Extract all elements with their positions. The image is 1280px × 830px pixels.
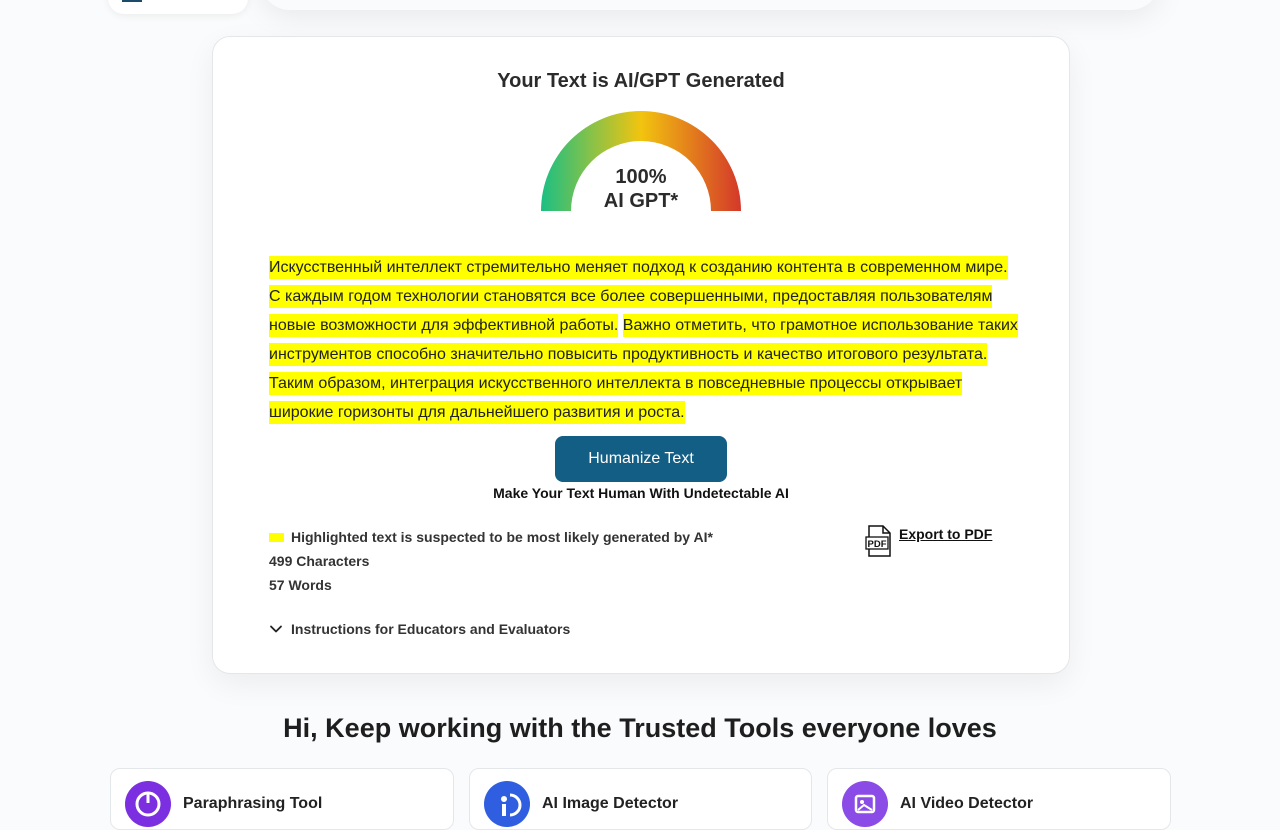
gauge-value: 100%	[615, 166, 667, 188]
gauge-label: AI GPT*	[603, 190, 679, 212]
highlighted-sentence: С каждым годом технологии становятся все более совершенными, предоставляя пользователям новые возможности для эффективной работы.	[269, 285, 992, 337]
highlighted-sentence: Искусственный интеллект стремительно меняет подход к созданию контента в современном мире.	[269, 256, 1008, 279]
highlighted-sentence: Важно отметить, что грамотное использование таких инструментов способно значительно повысить продуктивность и качество итогового результата.	[269, 314, 1018, 366]
paraphrase-icon	[125, 781, 171, 827]
highlight-swatch	[269, 533, 284, 542]
export-pdf-link[interactable]	[865, 525, 992, 557]
tool-card-label: AI Image Detector	[542, 795, 679, 812]
result-card	[212, 36, 1070, 674]
instructions-label: Instructions for Educators and Evaluators	[291, 621, 571, 637]
instructions-toggle[interactable]	[269, 621, 570, 637]
video-detector-icon	[842, 781, 888, 827]
result-title: Your Text is AI/GPT Generated	[497, 70, 785, 92]
tools-section-heading: Hi, Keep working with the Trusted Tools everyone loves	[283, 713, 997, 743]
header-logo-pill[interactable]	[108, 0, 248, 14]
tool-card-image-detector[interactable]	[469, 768, 812, 830]
tool-card-label: Paraphrasing Tool	[183, 795, 323, 812]
highlight-legend	[269, 529, 713, 545]
legend-text: Highlighted text is suspected to be most likely generated by AI*	[291, 529, 713, 545]
chevron-down-icon	[269, 622, 283, 636]
top-header-area	[0, 0, 1280, 40]
humanize-subtitle: Make Your Text Human With Undetectable AI	[493, 485, 789, 501]
header-bar	[260, 0, 1160, 10]
tool-card-video-detector[interactable]	[827, 768, 1171, 830]
analyzed-text	[269, 253, 1019, 427]
pdf-icon-text: PDF	[867, 539, 887, 550]
tool-card-label: AI Video Detector	[900, 795, 1034, 812]
tool-card-paraphrasing[interactable]	[110, 768, 454, 830]
image-detector-icon	[484, 781, 530, 827]
export-pdf-label[interactable]: Export to PDF	[899, 526, 993, 542]
pdf-file-icon	[865, 525, 893, 557]
highlighted-sentence: Таким образом, интеграция искусственного интеллекта в повседневные процессы открывает широкие горизонты для дальнейшего развития и роста.	[269, 372, 962, 424]
logo-mark	[122, 0, 142, 2]
character-count: 499 Characters	[269, 553, 370, 569]
word-count: 57 Words	[269, 577, 332, 593]
humanize-text-button[interactable]: Humanize Text	[555, 436, 727, 482]
